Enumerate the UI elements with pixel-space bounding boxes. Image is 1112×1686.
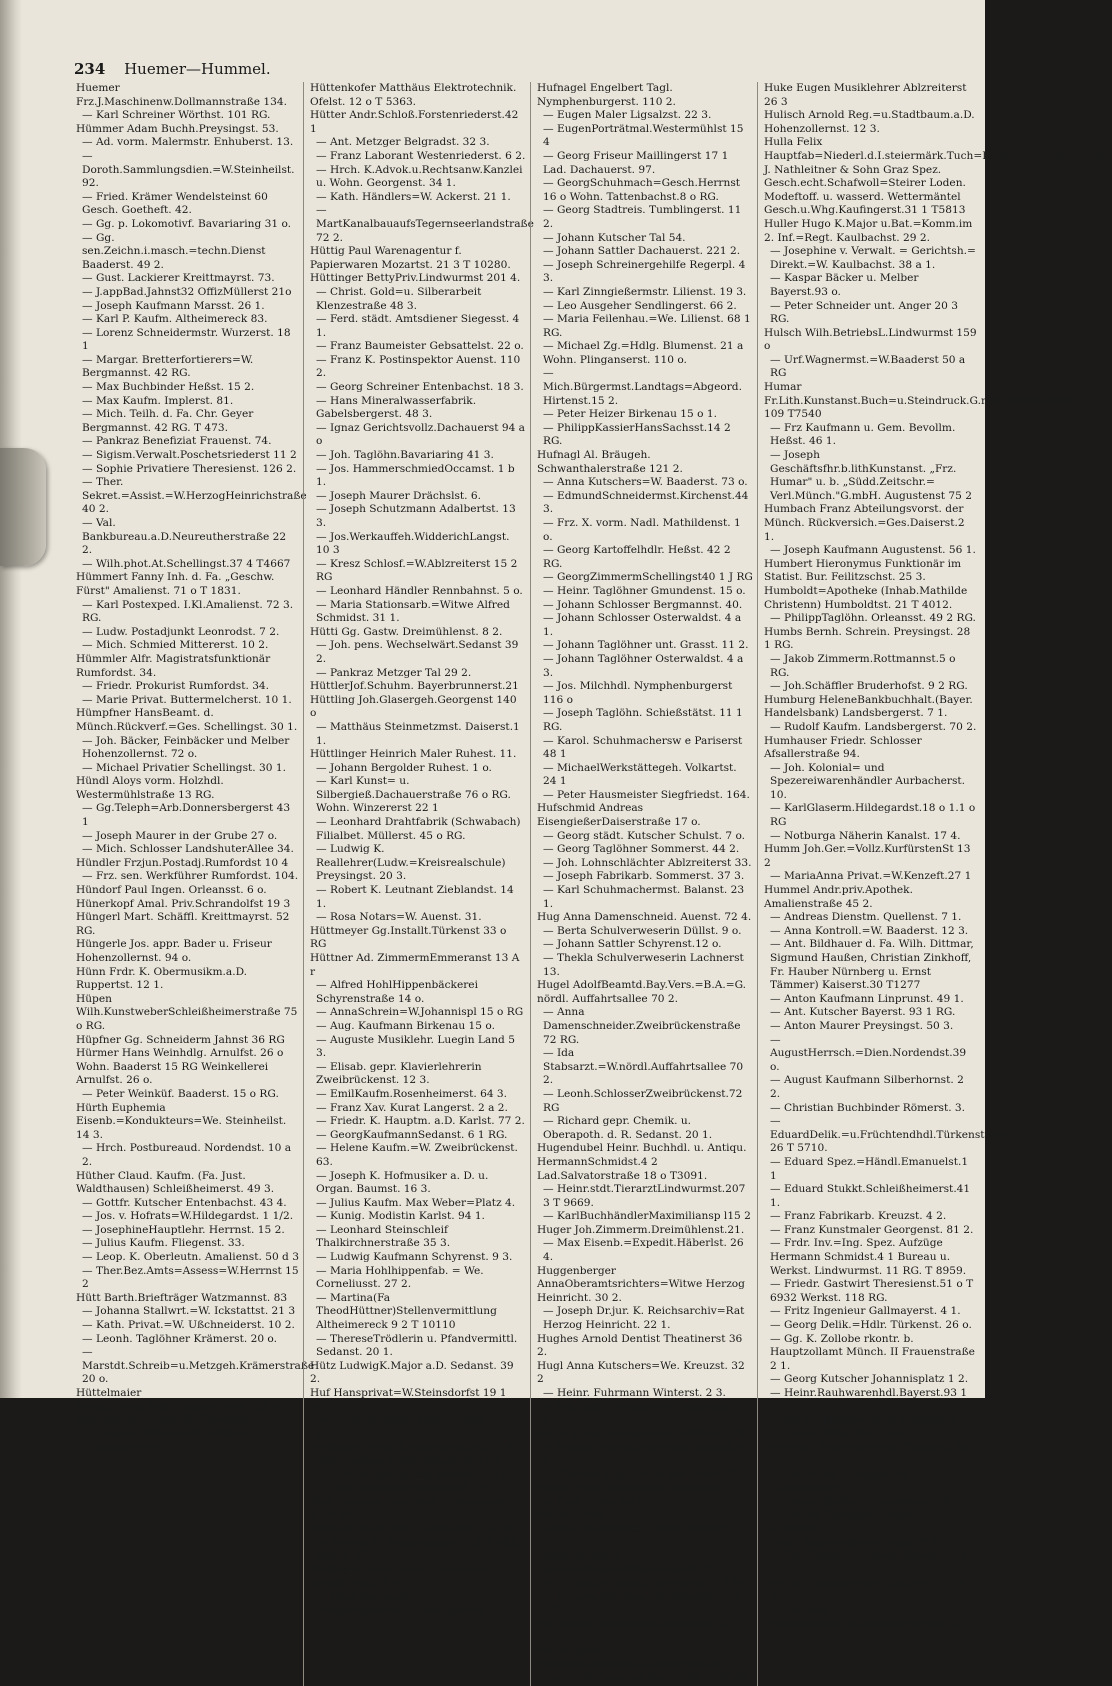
directory-entry: — Gottfr. Kutscher Entenbachst. 43 4. [82,1196,287,1209]
directory-entry: — Frz.jun.Schuhm.Nordendst.25 2 RG. [543,1577,753,1590]
directory-entry: — Kresz Schlosf.=W.Ablzreiterst 15 2 RG [316,557,518,584]
directory-entry: — Hrch. K.Advok.u.Rechtsanw.Kanzlei u. Wohn. Georgenst. 34 1. [316,163,523,190]
directory-entry: — Georg Taglöhner Sommerst. 44 2. [543,843,740,856]
directory-entry: — Joh. stdt. TotengräberZugspitzst.10 b [543,1400,748,1427]
directory-entry: HüttlerJof.Schuhm. Bayerbrunnerst.21 [310,680,519,693]
directory-entry: — Robert K. Leutnant Zieblandst. 14 1. [316,884,514,910]
directory-entry: Huhn Charlotte Opern=SängerinWagmüllerst. 19 1. [537,1550,730,1576]
directory-entry: — Johann Taglöhner unt. Grasst. 11 2. [543,639,749,652]
directory-entry: Hümmler Alfr. Magistratsfunktionär Rumfordst. 34. [76,652,271,679]
directory-entry: Hütz LudwigK.Major a.D. Sedanst. 39 2. [310,1359,514,1386]
directory-entry: — Joh. Taglöhn.Bavariaring 41 3. [316,449,494,462]
directory-entry: — Margar. Bretterfortierers=W. Bergmannst. 42 RG. [82,353,254,380]
directory-entry: Huke Eugen Musiklehrer Ablzreiterst 26 3 [764,82,967,108]
directory-entry: — EmilKaufm.Rosenheimerst. 64 3. [316,1087,508,1100]
directory-entry: — Karl Zinngießermstr. Lilienst. 19 3. [543,285,747,298]
directory-entry: — Sigism.Verwalt.Poschetsriederst 11 2 [82,449,297,462]
directory-entry: Huhm Adam Gehilfei.Werkstätte=Dienst Schlörst. 23. [537,1509,736,1549]
directory-entry: Hüttig Paul Warenagentur f. Papierwaren Mozartst. 21 3 T 10280. [310,245,511,271]
directory-entry: — EugenPorträtmal.Westermühlst 15 4 [543,122,744,149]
directory-entry: — Johann Sattler Schyrenst.12 o. [543,938,722,951]
directory-entry: — Frz. X. vorm. Nadl. Mathildenst. 1 o. [543,517,741,543]
directory-entry: — Joseph Dr.jur. K. Reichsarchiv=Rat Herzog Heinricht. 22 1. [543,1305,745,1332]
directory-entry: — Joh. Zimmerpolier Khidlerst. 51 a 2. [770,1577,965,1603]
directory-entry: — Mich.Bürgermst.Landtags=Abgeord. Hirtenst.15 2. [543,367,742,407]
directory-entry: — Joh. pens. Wechselwärt.Sedanst 39 2. [316,639,519,665]
directory-entry: — Jos. HammerschmiedOccamst. 1 b 1. [316,462,515,489]
column-4 [757,82,1112,1686]
directory-entry: Hufeland Georg Krankenkontroll. u. a. Ortskrankenk.Schwanthalerst. 11 2 2. [310,1441,517,1467]
directory-entry: Hümmert Fanny Inh. d. Fa. „Geschw. Fürst" Amalienst. 71 o T 1831. [76,571,275,597]
directory-entry: — Christ. Gold=u. Silberarbeit Klenzestraße 48 3. [316,285,482,312]
directory-entry: — Franz Fabrikarb. Kreuzst. 4 2. [770,1210,947,1223]
directory-entry: Hütt Barth.Briefträger Watzmannst. 83 [76,1291,288,1304]
directory-entry: — Johann pensf.StationsdienerPalmst.7 1 [770,1522,938,1549]
directory-entry: — Leonhard Händler Rennbahnst. 5 o. [316,584,523,597]
directory-entry: — Wilh.phot.At.Schellingst.37 4 T4667 [82,557,291,570]
directory-entry: — Jak.K.Militärbauregit.Implerst.8 2. [770,1414,971,1427]
directory-entry: — Heinr. Fuhrmann Winterst. 2 3. [543,1387,726,1399]
directory-entry: — Heinr.Rauhwarenhdl.Bayerst.93 1 RG. [770,1387,968,1413]
directory-entry: — Ida Stabsarzt.=W.nördl.Auffahrtsallee 70 2. [543,1047,744,1087]
directory-entry: — Ferd. städt. Amtsdiener Siegesst. 4 1. [316,313,520,339]
directory-entry: Hümmer Adam Buchh.Preysingst. 53. [76,122,279,135]
directory-entry: — Gg.Teleph=Arb.Donnersbergerst 43 1 [82,802,291,829]
directory-entry: — Julius Kaufm. Fliegenst. 33. [82,1237,245,1250]
directory-entry: Huidekoper ChristianKunstmal.Gedonstraße 8 2. [537,1645,734,1671]
directory-entry: Humboldt=Apotheke (Inhab.Mathilde Christenn) Humboldtst. 21 T 4012. [764,584,968,611]
directory-entry: — PhilippTaglöhn. Orleansst. 49 2 RG. [770,612,976,625]
directory-entry: — KarlGlaserm.Hildegardst.18 o 1.1 o RG [770,802,976,829]
directory-entry: — Leonhard Steinschleif Thalkirchnerstraße 35 3. [316,1223,451,1250]
column-3 [530,82,757,1686]
directory-entry: — Kath. Händlers=W. Ackerst. 21 1. [316,190,511,203]
directory-entry: Humbs Bernh. Schrein. Preysingst. 28 1 RG. [764,625,971,652]
directory-entry: — Alfred HohlHippenbäckerei Schyrenstraße 14 o. [316,979,478,1005]
directory-entry: — Kunig. Modistin Karlst. 94 1. [316,1210,485,1223]
directory-entry: Hüttner Ad. ZimmermEmmeranst 13 A r [310,952,520,978]
directory-entry: Hughes Arnold Dentist Theatinerst 36 2. [537,1332,743,1359]
directory-entry: — Johanna Stallwrt.=W. Ickstattst. 21 3 [82,1305,296,1318]
directory-entry: Huemer Frz.J.Maschinenw.Dollmannstraße 134. [76,82,288,108]
directory-entry: — Joh. Bäcker, Feinbäcker und Melber Hohenzollernst. 72 o. [82,734,290,761]
directory-entry: — Aug. Kaufmann Birkenau 15 o. [316,1019,495,1032]
directory-entry: — J.appBad.Jahnst32 OffizMüllerst 21o [82,285,292,298]
directory-entry: — KarlBuchhändlerMaximiliansp l15 2 [543,1210,751,1223]
directory-entry: — Anton Kaufmann Linprunst. 49 1. [770,992,964,1005]
directory-entry: — Eduard Spez.=Händl.Emanuelst.1 1 [770,1155,969,1182]
directory-entry: — Joseph Geschäftsfhr.b.lithKunstanst. „Frz. Humar" u. b. „Südd.Zeitschr.= Verl.Münch."G.mbH. Augustenst 75 2 [770,449,973,502]
directory-entry: — Ignaz Gerichtsvollz.Dachauerst 94 a o [316,421,525,448]
directory-entry: — Maria Hohlhippenfab. = We. Corneliusst. 27 2. [316,1264,484,1291]
directory-entry: — Leonhard Drahtfabrik (Schwabach) Filialbet. Müllerst. 45 o RG. [316,816,521,842]
directory-entry: — Urf.Wagnermst.=W.Baaderst 50 a RG [770,353,966,380]
directory-entry: — Johanna Hofmusikers=W.Dachauerstraße 82 2. [770,1604,977,1631]
directory-entry: — Christian Buchbinder Römerst. 3. [770,1101,966,1114]
directory-entry: — Leonh. Taglöhner Krämerst. 20 o. [82,1332,277,1345]
directory-entry: — Karl Schuhmachermst. Balanst. 23 1. [543,884,745,910]
directory-entry: — Mich. Schlosser LandshuterAllee 34. [82,843,294,856]
directory-entry: — Karl Kunst= u. Silbergieß.Dachauerstraße 76 o RG. Wohn. Winzererst 22 1 [316,775,511,815]
directory-entry: Hug Anna Damenschneid. Auenst. 72 4. [537,911,752,924]
directory-entry: — Eugen Maler Ligsalzst. 22 3. [543,109,712,122]
directory-entry: — Ant. Kutscher Bayerst. 93 1 RG. [770,1006,956,1019]
directory-entry: — Maria Stationsarb.=Witwe Alfred Schmidst. 31 1. [316,598,510,625]
directory-entry: — Anna Damenschneider.Zweibrückenstraße 72 RG. [543,1006,741,1046]
directory-entry: — EdmundSchneidermst.Kirchenst.44 3. [543,489,749,516]
directory-entry: Huger Joh.Zimmerm.Dreimühlenst.21. [537,1223,745,1236]
directory-entry: — Friedr. Gastwirt Theresienst.51 o T 6932 Werkst. 118 RG. [770,1278,974,1304]
directory-entry: — Max Kaufm. Implerst. 81. [82,394,234,407]
directory-entry: — Jakob Müller Schyrenst. 7. [770,1427,928,1440]
directory-entry: — Martina(Fa TheodHüttner)Stellenvermittlung Altheimereck 9 2 T 10110 [316,1291,497,1332]
directory-entry: — Johann JosephHartschierBalanst.10 1. [543,1441,749,1467]
directory-entry: Humbach Franz Abteilungsvorst. der Münch. Rückversich.=Ges.Daiserst.2 1. [764,503,965,543]
directory-entry: Hüttmeyer Gg.Installt.Türkenst 33 o RG [310,924,507,951]
directory-entry: — Johann Kutscher Tal 54. [543,231,686,244]
book-spine-shadow [0,0,22,1398]
directory-entry: Huf Hansprivat=W.Steinsdorfst 19 1 RG [310,1387,507,1413]
directory-entry: — Rob.BuchbldgsGeh.Herrnst. 13 o. [316,1468,512,1481]
directory-entry: — Joseph Fabrikarb. Sommerst. 37 3. [543,870,745,883]
directory-entry: — Georg Friseur Maillingerst 17 1 Lad. Dachauerst. 97. [543,149,729,176]
directory-entry: Hüpfner Gg. Schneiderm Jahnst 36 RG [76,1033,285,1046]
directory-entry: — Leo Ausgeher Sendlingerst. 66 2. [543,299,737,312]
directory-entry: Huggenberger AnnaOberamtsrichters=Witwe Herzog Heinricht. 30 2. [537,1264,745,1304]
directory-entry: — ThereseTrödlerin u. Pfandvermittl. Sedanst. 20 1. [316,1332,518,1359]
directory-entry: Humar Fr.Lith.Kunstanst.Buch=u.Steindruck.G.m.b.H.Schellingst 109 T7540 [764,381,1077,421]
directory-entry: — Anna Kontroll.=W. Baaderst. 12 3. [770,924,969,937]
directory-entry: Hündler Frzjun.Postadj.Rumfordst 10 4 [76,856,289,869]
directory-entry: — Jos. Milchhdl. Nymphenburgerst 116 o [543,680,733,706]
directory-entry: — Peter Schneider unt. Anger 20 3 RG. [770,299,958,326]
directory-entry: — Lorenz Schneidermstr. Wurzerst. 18 1 [82,326,291,353]
directory-entry: — Leop. K. Oberleutn. Amalienst. 50 d 3 [82,1251,299,1264]
directory-entry: — Eduard Stukkt.Schleißheimerst.41 1. [770,1183,971,1209]
directory-entry: — Heinr.stdt.TierarztLindwurmst.207 3 T 9669. [543,1183,746,1209]
directory-entry: — GeorgSchuhmach=Gesch.Herrnst 16 o Wohn. Tattenbachst.8 o RG. [543,177,741,203]
page-clip [0,448,46,566]
directory-entry: — Frdr. Inv.=Ing. Spez. Aufzüge Hermann Schmidst.4 1 Bureau u. Werkst. Lindwurmst. 11 RG. T 8959. [770,1237,967,1277]
directory-entry: — Josephine v. Verwalt. = Gerichtsh.= Direkt.=W. Kaulbachst. 38 a 1. [770,245,976,271]
directory-entry: — Maria Feilenhau.=We. Lilienst. 68 1 RG. [543,313,751,339]
directory-entry: — Johann Taglöhner Osterwaldst. 4 a 3. [543,652,744,679]
directory-entry: Hulisch Arnold Reg.=u.Stadtbaum.a.D. Hohenzollernst. 12 3. [764,109,975,135]
directory-entry: — Helene Kaufm.=W. Zweibrückenst. 63. [316,1142,518,1168]
directory-entry: — Ad. vorm. Malermstr. Enhuberst. 13. [82,136,294,149]
directory-entry: — Gg. K. Zollobe rkontr. b. Hauptzollamt Münch. II Frauenstraße 2 1. [770,1332,975,1372]
directory-entry: Huller Hugo K.Major u.Bat.=Komm.im 2. Inf.=Regt. Kaulbachst. 29 2. [764,217,973,244]
directory-entry: — August Kaufmann Silberhornst. 2 2. [770,1074,964,1100]
directory-columns [76,82,1112,1685]
directory-entry: — Frz.sen.Schuhm.=Nordendst.25 2 RG. [543,1590,741,1617]
directory-entry: — MichaelWerkstättegeh. Volkartst. 24 1 [543,761,737,788]
directory-entry: — GeorgZimmermSchellingst40 1 J RG [543,571,753,584]
directory-entry: — Heinr. Taglöhner Gmundenst. 15 o. [543,584,746,597]
directory-entry: — Sophie Privatiere Theresienst. 126 2. [82,462,297,475]
directory-entry: — Franz Kunstmaler Georgenst. 81 2. [770,1223,974,1236]
directory-entry: — Jenny Schauspielerin Türkenst. 84 o. [770,1441,970,1467]
directory-entry: — Therese Tagl.=W. in der Grube 23 o. [543,1468,753,1481]
directory-entry: Hüpen Wilh.KunstweberSchleißheimerstraße 75 o RG. [76,992,298,1032]
directory-entry: — August K. Bankbeamter (K.Fil.=Bk.) Heßst. 17 o. [316,1536,525,1563]
directory-entry: — Johann Schlosser Osterwaldst. 4 a 1. [543,612,742,638]
directory-entry: Hufnagel Benno vorm. Schneider Mathildenst. 1 o. [310,1563,490,1590]
directory-entry: — Michael Privatier Schellingst. 30 1. [82,761,286,774]
directory-entry: — Marstdt.Schreib=u.Metzgeh.Krämerstraße 20 o. [82,1346,315,1386]
directory-entry: — Ludwig K. Reallehrer(Ludw.=Kreisrealschule) Preysingst. 20 3. [316,843,506,883]
directory-entry: — Max Buchbinder Heßst. 15 2. [82,381,255,394]
directory-entry: — Hrch. Postbureaud. Nordendst. 10 a 2. [82,1142,292,1168]
directory-entry: — Ther.Bez.Amts=Assess=W.Herrnst 15 2 [82,1264,299,1291]
directory-entry: — Georg städt. Kutscher Schulst. 7 o. [543,829,746,842]
directory-entry: — Pankraz Metzger Tal 29 2. [316,666,472,679]
directory-entry: Humburg HeleneBankbuchhalt.(Bayer. Handelsbank) Landsbergerst. 7 1. [764,693,973,720]
directory-entry: Hüngerl Mart. Schäffl. Kreittmayrst. 52 RG. [76,911,290,937]
page-number: 234 [74,60,106,78]
directory-entry: Hufnagel Engelbert Tagl. Nymphenburgerst. 110 2. [537,82,676,108]
directory-entry: — Ther. Sekret.=Assist.=W.HerzogHeinrichstraße 40 2. [82,476,307,516]
directory-entry: — Julius Kaufm. Max Weber=Platz 4. [316,1196,516,1209]
directory-entry: — Rudolf Kaufm. Landsbergerst. 70 2. [770,720,977,733]
directory-entry: Humbert Hieronymus Funktionär im Statist. Bur. Feilitzschst. 25 3. [764,557,962,584]
directory-entry: — Marie Privat. Buttermelcherst. 10 1. [82,693,292,706]
directory-entry: Hugo Adam Schuhmacher Mitterst. 74. [537,1427,749,1440]
directory-entry: — Ludw. Postadjunkt Leonrodst. 7 2. [82,625,280,638]
page-header [74,56,554,82]
directory-entry: — Pankraz Benefiziat Frauenst. 74. [82,435,272,448]
directory-entry: — Xaver Architekt Lindwurmst. 157 a 1. [316,1414,520,1440]
directory-entry: — Joh. Kolonial= und Spezereiwarenhändler Aurbacherst. 10. [770,761,966,801]
directory-entry: Hümpfner HansBeamt. d. Münch.Rückverf.=Ges. Schellingst. 30 1. [76,707,298,733]
directory-entry: — Thekla Schulverweserin Lachnerst 13. [543,952,744,978]
column-1 [76,82,315,1686]
directory-entry: — Andreas Dienstm. Quellenst. 7 1. [770,911,962,924]
directory-entry: — Gust. Lackierer Kreittmayrst. 73. [82,272,275,285]
directory-entry: — Johann Schlosser Bergmannst. 40. [543,598,743,611]
directory-entry: — PhilippKassierHansSachsst.14 2 RG. [543,421,731,448]
directory-entry: — Johann Bergolder Ruhest. 1 o. [316,761,492,774]
directory-entry: — Peter Heizer Birkenau 15 o 1. [543,408,717,421]
directory-entry: Hünn Frdr. K. Obermusikm.a.D. Ruppertst. 12 1. [76,965,248,992]
directory-entry: Humhauser Friedr. Schlosser Afsallerstraße 94. [764,734,922,761]
directory-entry: Hündl Aloys vorm. Holzhdl. Westermühlstraße 13 RG. [76,775,224,801]
directory-entry: — Johann Sattler Dachauerst. 221 2. [543,245,741,258]
column-2 [303,82,534,1686]
directory-entry: — Josepha Milchgesch.=Inhab. Widenmayerst. 19 o. [82,1427,250,1454]
directory-entry: Hulla Felix Hauptfab=Niederl.d.I.steiermärk.Tuch=Loden=u.Modew.=Fabr. J. Nathleitner & Sohn Graz Spez. Gesch.echt.Schafwoll=Steirer Loden. Modeftoff. u. wasserd. Wettermäntel Gesch.u.Whg.Kaufingerst.31 1 T5813 [764,136,1112,217]
directory-entry: — Frz. sen. Werkführer Rumfordst. 104. [82,870,299,883]
directory-entry: — Joseph K. Hofmusiker a. D. u. Organ. Baumst. 16 3. [316,1169,489,1196]
directory-entry: — Fried. Krämer Wendelsteinst 60 Gesch. Goetheft. 42. [82,190,268,217]
directory-entry: — Johann Spengler Auenst. 64 2. [770,1509,948,1522]
directory-entry: — Anton Maurer Preysingst. 50 3. [770,1019,954,1032]
directory-entry: Huff Auguste Kunstmal. Theresienst. 36 1 Ab. RG. [310,1495,526,1522]
directory-entry: Hürth Euphemia Eisenb.=Kondukteurs=We. Steinheilst. 14 3. [76,1101,287,1141]
directory-entry: — Peter Weinküf. Baaderst. 15 o RG. [82,1087,279,1100]
directory-entry: Hüttlinger Heinrich Maler Ruhest. 11. [310,748,517,761]
directory-entry: Hüttenkofer Matthäus Elektrotechnik. Ofelst. 12 o T 5363. [310,82,517,108]
directory-entry: — Joseph Schutzmann Adalbertst. 13 3. [316,503,516,529]
directory-entry: Hüngerle Jos. appr. Bader u. Friseur Hohenzollernst. 94 o. [76,938,272,964]
directory-entry: — Berta Schulverweserin Düllst. 9 o. [543,924,742,937]
directory-entry: Hugl Anna Kutschers=We. Kreuzst. 32 2 [537,1359,745,1386]
directory-entry: — Anna Kutschers=W. Baaderst. 73 o. [543,476,748,489]
directory-entry: — Rosa Büglerin Paulanerpl. 29 2. [316,1482,501,1495]
directory-entry: — Notburga Näherin Kanalst. 17 4. [770,829,961,842]
directory-entry: — Karol. Schuhmachersw e Pariserst 48 1 [543,734,743,761]
directory-entry: — Fritz Ingenieur Gallmayerst. 4 1. [770,1305,961,1318]
directory-entry: — Georg Kartoffelhdlr. Heßst. 42 2 RG. [543,544,731,570]
directory-entry: Hündorf Paul Ingen. Orleansst. 6 o. [76,884,267,897]
directory-entry: — Franz Laborant Westenriederst. 6 2. [316,149,526,162]
directory-entry: — AugustHerrsch.=Dien.Nordendst.39 o. [770,1033,967,1073]
directory-entry: — Joh.Schäffler Bruderhofst. 9 2 RG. [770,680,968,693]
directory-entry: — Karl Schreiner Wörthst. 101 RG. [82,109,271,122]
directory-entry: — Gg. p. Lokomotivf. Bavariaring 31 o. [82,217,291,230]
directory-entry: — Matthäus Steinmetzmst. Daiserst.1 1. [316,720,520,747]
directory-entry: Hüttelmaier Herm.Kaufm.äuß.Wienerstraße 143 4. [76,1387,282,1413]
directory-entry: — Joseph Maurer Drächslst. 6. [316,489,482,502]
directory-entry: — Joseph Schreinergehilfe Regerpl. 4 3. [543,258,746,285]
directory-entry: — Joseph Maurer in der Grube 27 o. [82,829,278,842]
directory-entry: — Gg. sen.Zeichn.i.masch.=techn.Dienst Baaderst. 49 2. [82,231,266,271]
directory-entry: — Val. Bankbureau.a.D.Neureutherstraße 22 2. [82,517,287,557]
directory-entry: — Hans Mineralwasserfabrik. Gabelsbergerst. 48 3. [316,394,477,421]
directory-entry: — Joseph Taglöhn. Schießstätst. 11 1 RG. [543,707,743,733]
directory-entry: — Michael Zg.=Hdlg. Blumenst. 21 a Wohn. Plinganserst. 110 o. [543,340,744,366]
directory-entry: Humm Joh.Ger.=Vollz.KurfürstenSt 13 2 [764,843,971,869]
directory-entry: — MartKanalbauaufsTegernseerlandstraße 72 2. [316,204,534,244]
directory-entry: — Friedr. Prokurist Rumfordst. 34. [82,680,270,693]
directory-entry: — Jos. v. Hofrats=W.Hildegardst. 1 1/2. [82,1210,294,1223]
directory-entry: — Elisab. gepr. Klavierlehrerin Zweibrückenst. 12 3. [316,1060,482,1087]
directory-entry: Hui GeorgSchneiderm.Orleansst 65 1 RG [537,1618,740,1644]
directory-entry: Hürmer Hans Weinhdlg. Arnulfst. 26 o Wohn. Baaderst 15 RG Weinkellerei Arnulfst. 26 o. [76,1047,284,1087]
directory-entry: — Elise Buchhalt.=W. Stickereigeschäft Altheimereck 10 2. [316,1590,516,1617]
directory-entry: — Joh. Tramb.=Wagenf. Kaiserst. 34 3. [770,1550,967,1576]
directory-entry: — Mich. Schmied Mittererst. 10 2. [82,639,269,652]
directory-entry: — Ludwig Kaufmann Schyrenst. 9 3. [316,1251,513,1264]
directory-entry: — Rosa Notars=W. Auenst. 31. [316,911,482,924]
directory-entry: — Jos.Werkauffeh.WidderichLangst. 10 3 [316,530,510,557]
directory-entry: Hüttenkofer AnnaNäh.Senefelderst 10 4. [76,1414,297,1427]
directory-entry: — AnnaSchrein=W.Johannispl 15 o RG [316,1006,524,1019]
directory-entry: — Georg Stadtreis. Tumblingerst. 11 2. [543,204,742,230]
directory-entry: — Max Eisenb.=Expedit.Häberlst. 26 4. [543,1237,744,1264]
directory-entry: — Franz K. Postinspektor Auenst. 110 2. [316,353,521,380]
directory-entry: — Paul Maler Tal 51 5. [543,1495,666,1508]
directory-entry: — Kath. Privat.=W. Ußchneiderst. 10 2. [82,1319,295,1332]
directory-entry: Hufgard Mart.Tagl. Leonrodst. 5 o RG. [310,1522,519,1535]
directory-entry: — Leonh.SchlosserZweibrückenst.72 RG [543,1087,743,1114]
directory-entry: — Johann Hofkakai Amalienst. 68 2. [770,1495,964,1508]
directory-entry: — Frz Kaufmann u. Gem. Bevollm. Heßst. 46 1. [770,421,956,448]
directory-entry: — Franz Xav. Kurat Langerst. 2 a 2. [316,1101,508,1114]
directory-entry: — Richard gepr. Chemik. u. Oberapoth. d. R. Sedanst. 20 1. [543,1115,713,1141]
directory-entry: — Karl P. Kaufm. Altheimereck 83. [82,313,268,326]
directory-entry: — Peter Hausmeister Siegfriedst. 164. [543,788,750,801]
directory-entry: Hulsch Wilh.BetriebsL.Lindwurmst 159 o [764,326,977,353]
directory-entry: Huiras Joh.Gastwirt Heßst. 80 3 T6340 [537,1672,748,1685]
directory-entry: — Joh. Lohnschlächter Ablzreiterst 33. [543,856,752,869]
directory-entry: — Auguste Musiklehr. Luegin Land 5 3. [316,1033,515,1060]
directory-entry: — Ant. Metzger Belgradst. 32 3. [316,136,490,149]
directory-entry: — JosephineHauptlehr. Herrnst. 15 2. [82,1223,285,1236]
directory-entry: Hütti Gg. Gastw. Dreimühlenst. 8 2. [310,625,503,638]
directory-entry: Hufnagl Al. Bräugeh. Schwanthalerstraße 121 2. [537,449,683,475]
directory-entry: Hüttinger BettyPriv.Lindwurmst 201 4. [310,272,521,285]
directory-entry: — Georg Schreiner Entenbachst. 18 3. [316,381,524,394]
directory-entry: — GeorgKaufmannSedanst. 6 1 RG. [316,1128,508,1141]
directory-entry: Hünerkopf Amal. Priv.Schrandolfst 19 3 [76,897,291,910]
directory-entry: Hugendubel Heinr. Buchhdl. u. Antiqu. HermannSchmidst.4 2 Lad.Salvatorstraße 18 o T3091. [537,1142,747,1182]
directory-entry: Hufschmid Andreas EisengießerDaiserstraße 17 o. [537,802,701,829]
directory-entry: Hugel AdolfBeamtd.Bay.Vers.=B.A.=G. nördl. Auffahrtsallee 70 2. [537,979,747,1005]
directory-entry: — Joh. vorm. Kommission. Wienerstraße 22 2. [770,1468,911,1495]
directory-entry: — MariaAnna Privat.=W.Kenzeft.27 1 [770,870,972,883]
directory-entry: — Jakob Zimmerm.Rottmannst.5 o RG. [770,652,956,679]
directory-entry: — Joseph Kaufmann Augustenst. 56 1. [770,544,976,557]
directory-entry: — Kaspar Bäcker u. Melber Bayerst.93 o. [770,272,919,298]
directory-entry: Hüther Claud. Kaufm. (Fa. Just. Waldthausen) Schleißheimerst. 49 3. [76,1169,275,1196]
directory-entry: Hüttling Joh.Glasergeh.Georgenst 140 o [310,693,517,720]
directory-entry: Huhle Ernst Briefträger Isabellast. 6 1. [537,1482,748,1495]
directory-entry: — Friedr. K. Hauptm. a.D. Karlst. 77 2. [316,1115,525,1128]
directory-entry: — Mich. Teilh. d. Fa. Chr. Geyer Bergmannst. 42 RG. T 473. [82,408,254,434]
directory-entry: — Doroth.Sammlungsdien.=W.Steinheilst. 92. [82,149,295,190]
directory-entry: Hummel Andr.priv.Apothek. Amalienstraße 45 2. [764,884,913,910]
directory-entry: — EduardDelik.=u.Früchtendhdl.Türkenstraße 26 T 5710. [770,1115,1010,1155]
directory-entry: — Joseph Kaufmann Marsst. 26 1. [82,299,265,312]
directory-entry: — Georg Delik.=Hdlr. Türkenst. 26 o. [770,1319,972,1332]
directory-entry: — Ant. Bildhauer d. Fa. Wilh. Dittmar, Sigmund Haußen, Christian Zinkhoff, Fr. Hauber Nürnberg u. Ernst Tämmer) Kaiserst.30 T1277 [770,938,974,992]
running-head: Huemer—Hummel. [124,60,271,78]
directory-entry: Hütter Andr.Schloß.Forstenriederst.42 1 [310,109,519,135]
directory-entry: — Karl Postexped. I.Kl.Amalienst. 72 3. RG. [82,598,294,625]
directory-entry: — Franz Baumeister Gebsattelst. 22 o. [316,340,524,353]
directory-entry: — Georg Kutscher Johannisplatz 1 2. [770,1373,969,1386]
